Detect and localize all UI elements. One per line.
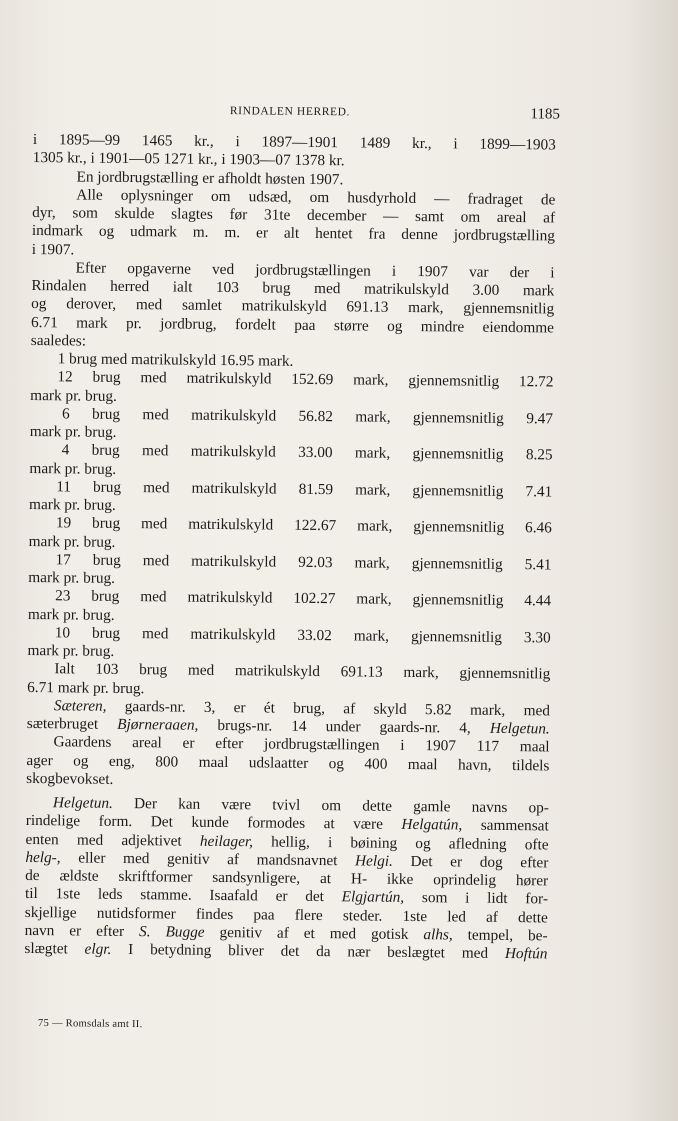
text-segment: enten med adjektivet <box>25 830 200 850</box>
text-segment: hellig, i bøining og afledning ofte <box>252 832 549 853</box>
italic-term: alhs, <box>423 925 453 944</box>
text-line: mark pr. brug. <box>28 532 116 551</box>
italic-term: elgr. <box>84 940 112 958</box>
text-segment: tempel, be- <box>452 926 548 945</box>
body-text <box>24 131 556 964</box>
page-header <box>30 101 560 129</box>
text-line: mark pr. brug. <box>28 568 116 587</box>
text-line: mark pr. brug. <box>29 459 117 478</box>
text-line: Rindalen herred ialt 103 brug med matrikulskyld 3.00 mark <box>31 276 555 300</box>
text-line: 1305 kr., i 1901—05 1271 kr., i 1903—07 1378 kr. <box>32 149 345 170</box>
text-segment: I betydning bliver det da nær beslægtet med <box>111 940 506 962</box>
text-line: 6.71 mark pr. brug. <box>27 678 145 697</box>
text-line: 23 brug med matrikulskyld 102.27 mark, gjennemsnitlig 4.44 <box>55 587 552 610</box>
text-line: skogbevokset. <box>26 769 114 788</box>
text-line: mark pr. brug. <box>28 495 116 514</box>
italic-term: Hoftún <box>504 944 548 963</box>
text-line: Efter opgaverne ved jordbrugstællingen i 1907 var der i <box>75 259 555 282</box>
italic-term: heilager, <box>199 832 254 850</box>
place-name: Sæteren, <box>53 697 107 715</box>
text-segment: navn er efter <box>24 921 140 940</box>
signature-footer: 75 — Romsdals amt II. <box>37 1018 143 1031</box>
text-line: dyr, som skulde slagtes før 31te december — samt om areal af <box>32 203 556 227</box>
text-line: de ældste skriftformer sandsynligere, at H- ikke oprindelig hører <box>25 866 549 890</box>
text-line: 17 brug med matrikulskyld 92.03 mark, gjennemsnitlig 5.41 <box>55 551 552 574</box>
text-line: i 1895—99 1465 kr., i 1897—1901 1489 kr., i 1899—1903 <box>32 131 556 154</box>
text-segment: genitiv af et med gotisk <box>204 923 424 943</box>
text-segment: til 1ste leds stamme. Isaafald er det <box>24 885 342 906</box>
place-name: Helgetun. <box>52 794 113 812</box>
italic-term: S. Bugge <box>139 922 205 941</box>
text-line: mark pr. brug. <box>27 641 115 660</box>
text-line: 4 brug med matrikulskyld 33.00 mark, gjennemsnitlig 8.25 <box>61 441 553 464</box>
text-line: 6 brug med matrikulskyld 56.82 mark, gjennemsnitlig 9.47 <box>61 405 554 428</box>
text-line: indmark og udmark m. m. er alt hentet fra denne jordbrugstælling <box>31 222 556 245</box>
italic-term: Helgatún, <box>401 816 463 834</box>
place-name: Bjørneraaen, <box>117 715 199 734</box>
text-segment: slægtet <box>24 939 85 958</box>
text-line: 10 brug med matrikulskyld 33.02 mark, gjennemsnitlig 3.30 <box>54 624 551 647</box>
text-line: En jordbrugstælling er afholdt høsten 1907. <box>76 167 344 188</box>
italic-term: Elgjartún, <box>341 888 405 907</box>
text-segment: gaards-nr. 3, er ét brug, af skyld 5.82 mark, med <box>106 697 551 720</box>
text-line: saaledes: <box>30 331 87 350</box>
text-line: mark pr. brug. <box>27 605 115 624</box>
text-line: 6.71 mark pr. jordbrug, fordelt paa større og mindre eiendomme <box>30 313 555 336</box>
text-line: 1 brug med matrikulskyld 16.95 mark. <box>57 350 294 370</box>
text-line: skjellige nutidsformer findes paa flere steder. 1ste led af dette <box>24 903 548 926</box>
text-line: ager og eng, 800 maal udslaatter og 400 maal havn, tildels <box>26 751 550 774</box>
running-title: RINDALEN HERRED. <box>229 105 351 119</box>
text-segment: som i lidt for- <box>404 889 549 908</box>
text-line: Gaardens areal er efter jordbrugstællingen i 1907 117 maal <box>53 733 550 756</box>
text-line: mark pr. brug. <box>30 386 117 405</box>
text-line: i 1907. <box>31 240 75 258</box>
text-line: Alle oplysninger om udsæd, om husdyrhold — fradraget de <box>76 186 556 209</box>
text-line: 19 brug med matrikulskyld 122.67 mark, gjennemsnitlig 6.46 <box>55 514 552 537</box>
text-line: 11 brug med matrikulskyld 81.59 mark, gjennemsnitlig 7.41 <box>56 478 553 501</box>
text-segment: brugs-nr. 14 under gaards-nr. 4, <box>198 716 490 737</box>
text-segment: Det er dog efter <box>392 852 549 872</box>
text-segment: sæterbruget <box>26 714 118 733</box>
place-name: Helgetun. <box>489 719 550 738</box>
text-segment: Der kan være tvivl om dette gamle navns op- <box>112 794 550 817</box>
text-line: 12 brug med matrikulskyld 152.69 mark, gjennemsnitlig 12.72 <box>57 368 554 391</box>
italic-term: helg-, <box>25 848 61 867</box>
text-line: Ialt 103 brug med matrikulskyld 691.13 mark, gjennemsnitlig <box>54 660 551 683</box>
text-segment: eller med genitiv af mandsnavnet <box>60 849 356 870</box>
italic-term: Helgi. <box>354 852 393 870</box>
text-segment: rindelige form. Det kunde formodes at være <box>25 812 402 834</box>
text-line: og derover, med samlet matrikulskyld 691.13 mark, gjennemsnitlig <box>31 295 555 318</box>
text-segment: sammensat <box>462 816 549 835</box>
page-number: 1185 <box>530 106 560 123</box>
text-line: mark pr. brug. <box>29 422 117 441</box>
